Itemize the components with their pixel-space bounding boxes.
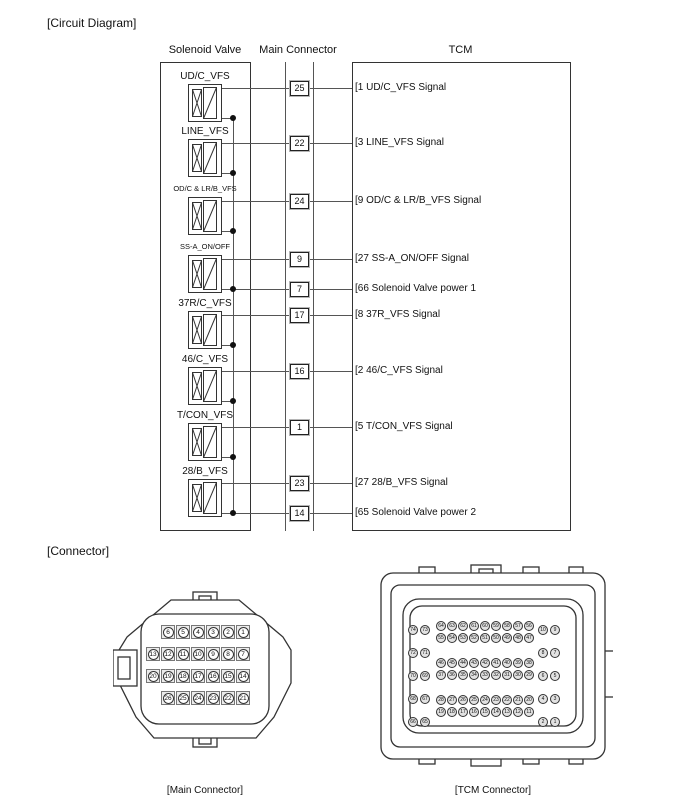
- connector-pin: 33: [480, 670, 490, 680]
- connector-pin: 45: [447, 658, 457, 668]
- connector-pin: 53: [458, 633, 468, 643]
- connector-pin: 49: [502, 633, 512, 643]
- connector-pin: [161, 691, 175, 705]
- connector-pin: [236, 669, 250, 683]
- solenoid-valve-symbol: [188, 84, 222, 122]
- connector-pin-number: 11: [178, 649, 189, 660]
- main-connector-pin-box: 23: [290, 476, 309, 491]
- connector-pin: 50: [491, 633, 501, 643]
- circuit-diagram-title: [Circuit Diagram]: [47, 16, 137, 30]
- connector-pin-number: 1: [238, 627, 249, 638]
- junction-dot: [230, 115, 236, 121]
- solenoid-label: 37R/C_VFS: [178, 298, 232, 309]
- connector-pin: 31: [502, 670, 512, 680]
- connector-pin: 19: [436, 707, 446, 717]
- connector-pin-number: 23: [209, 694, 217, 702]
- connector-pin: 11: [524, 707, 534, 717]
- connector-pin: 3: [550, 694, 560, 704]
- connector-pin: 55: [436, 633, 446, 643]
- connector-pin-number: 20: [149, 672, 157, 680]
- main-connector-pin-box: 16: [290, 364, 309, 379]
- connector-pin-number: 3: [208, 627, 219, 638]
- connector-pin: 62: [458, 621, 468, 631]
- main-connector-caption: [Main Connector]: [166, 785, 244, 796]
- connector-pin: [176, 625, 190, 639]
- connector-pin: 8: [538, 648, 548, 658]
- connector-pin: 73: [420, 625, 430, 635]
- connector-pin: 52: [469, 633, 479, 643]
- connector-pin: 65: [420, 717, 430, 727]
- connector-pin-number: 2: [223, 627, 234, 638]
- connector-pin: 61: [469, 621, 479, 631]
- connector-pin: 26: [458, 695, 468, 705]
- connector-pin: 66: [408, 717, 418, 727]
- connector-pin: 41: [491, 658, 501, 668]
- connector-pin: 70: [408, 671, 418, 681]
- solenoid-valve-symbol: [188, 255, 222, 293]
- connector-pin: [191, 647, 205, 661]
- connector-pin: 13: [502, 707, 512, 717]
- connector-pin: 59: [491, 621, 501, 631]
- connector-pin: 32: [491, 670, 501, 680]
- connector-pin: 72: [408, 648, 418, 658]
- tcm-signal-label: [8 37R_VFS Signal: [355, 309, 441, 320]
- connector-pin: [176, 669, 190, 683]
- connector-pin: 71: [420, 648, 430, 658]
- connector-pin-number: 10: [194, 650, 202, 658]
- connector-section-title: [Connector]: [47, 544, 110, 558]
- tcm-signal-label: [66 Solenoid Valve power 1: [355, 283, 477, 294]
- connector-pin: 14: [491, 707, 501, 717]
- solenoid-valve-symbol: [188, 311, 222, 349]
- connector-pin: 47: [524, 633, 534, 643]
- connector-pin-number: 21: [239, 694, 247, 702]
- connector-pin: 38: [524, 658, 534, 668]
- connector-pin: [221, 669, 235, 683]
- connector-pin: 39: [513, 658, 523, 668]
- connector-pin-number: 5: [178, 627, 189, 638]
- connector-pin: 51: [480, 633, 490, 643]
- solenoid-valve-symbol: [188, 367, 222, 405]
- tcm-signal-label: [3 LINE_VFS Signal: [355, 137, 444, 148]
- connector-pin: [161, 625, 175, 639]
- connector-pin: 36: [447, 670, 457, 680]
- connector-pin: 21: [513, 695, 523, 705]
- connector-pin: [206, 625, 220, 639]
- connector-pin: 42: [480, 658, 490, 668]
- connector-pin: 54: [447, 633, 457, 643]
- connector-pin: [206, 647, 220, 661]
- connector-pin: [191, 625, 205, 639]
- connector-pin: 15: [480, 707, 490, 717]
- connector-pin-number: 25: [179, 694, 187, 702]
- connector-pin: [206, 691, 220, 705]
- connector-pin: [221, 625, 235, 639]
- connector-pin: 18: [447, 707, 457, 717]
- connector-pin: [236, 647, 250, 661]
- connector-pin: 67: [420, 694, 430, 704]
- main-connector-pin-box: 24: [290, 194, 309, 209]
- connector-pin: 63: [447, 621, 457, 631]
- solenoid-label: UD/C_VFS: [180, 71, 230, 82]
- connector-pin: 40: [502, 658, 512, 668]
- junction-dot: [230, 398, 236, 404]
- connector-pin: 6: [538, 671, 548, 681]
- solenoid-valve-symbol: [188, 197, 222, 235]
- connector-pin: 43: [469, 658, 479, 668]
- main-connector-left-line: [285, 62, 286, 531]
- tcm-box: [352, 62, 571, 531]
- connector-pin: 44: [458, 658, 468, 668]
- main-connector-pin-box: 25: [290, 81, 309, 96]
- connector-pin: 28: [436, 695, 446, 705]
- signal-wire: [222, 427, 352, 428]
- signal-wire: [222, 483, 352, 484]
- connector-pin: 29: [524, 670, 534, 680]
- connector-pin: 58: [502, 621, 512, 631]
- connector-pin: 60: [480, 621, 490, 631]
- connector-pin: [236, 625, 250, 639]
- connector-pin-number: 17: [194, 672, 202, 680]
- connector-pin-number: 9: [208, 649, 219, 660]
- junction-dot: [230, 454, 236, 460]
- connector-pin: [161, 669, 175, 683]
- connector-pin: [191, 691, 205, 705]
- connector-pin: 74: [408, 625, 418, 635]
- connector-pin-number: 12: [164, 650, 172, 658]
- connector-pin: 9: [550, 625, 560, 635]
- connector-pin: [221, 647, 235, 661]
- junction-dot: [230, 228, 236, 234]
- connector-pin: 4: [538, 694, 548, 704]
- header-solenoid-valve: Solenoid Valve: [168, 44, 242, 56]
- connector-pin: 22: [502, 695, 512, 705]
- tcm-signal-label: [65 Solenoid Valve power 2: [355, 507, 477, 518]
- connector-pin: 27: [447, 695, 457, 705]
- connector-pin: 34: [469, 670, 479, 680]
- main-connector-pin-box: 9: [290, 252, 309, 267]
- junction-dot: [230, 510, 236, 516]
- signal-wire: [222, 259, 352, 260]
- connector-pin-number: 15: [224, 672, 232, 680]
- tcm-signal-label: [1 UD/C_VFS Signal: [355, 82, 447, 93]
- header-tcm: TCM: [448, 44, 473, 56]
- connector-pin: [191, 669, 205, 683]
- connector-pin-number: 19: [164, 672, 172, 680]
- connector-pin-number: 22: [224, 694, 232, 702]
- junction-dot: [230, 170, 236, 176]
- solenoid-label: OD/C & LR/B_VFS: [173, 184, 237, 193]
- junction-dot: [230, 286, 236, 292]
- tcm-signal-label: [5 T/CON_VFS Signal: [355, 421, 453, 432]
- signal-wire: [222, 371, 352, 372]
- connector-pin: 68: [408, 694, 418, 704]
- signal-wire: [222, 88, 352, 89]
- connector-pin: 24: [480, 695, 490, 705]
- connector-pin: [146, 647, 160, 661]
- solenoid-valve-symbol: [188, 139, 222, 177]
- connector-pin: 46: [436, 658, 446, 668]
- connector-pin: 69: [420, 671, 430, 681]
- solenoid-label: 28/B_VFS: [182, 466, 228, 477]
- connector-pin: [176, 647, 190, 661]
- connector-pin-number: 14: [239, 672, 247, 680]
- solenoid-valve-symbol: [188, 479, 222, 517]
- tcm-signal-label: [2 46/C_VFS Signal: [355, 365, 443, 376]
- signal-wire: [222, 201, 352, 202]
- connector-pin: [221, 691, 235, 705]
- connector-pin: 23: [491, 695, 501, 705]
- connector-pin: 12: [513, 707, 523, 717]
- tcm-signal-label: [9 OD/C & LR/B_VFS Signal: [355, 195, 482, 206]
- connector-pin: 64: [436, 621, 446, 631]
- solenoid-label: LINE_VFS: [181, 126, 229, 137]
- connector-pin: 1: [550, 717, 560, 727]
- connector-pin-number: 24: [194, 694, 202, 702]
- connector-pin: 10: [538, 625, 548, 635]
- main-connector-drawing: [113, 590, 297, 750]
- connector-pin: 37: [436, 670, 446, 680]
- main-connector-pin-box: 22: [290, 136, 309, 151]
- connector-pin: [206, 669, 220, 683]
- connector-pin: 7: [550, 648, 560, 658]
- main-connector-shell: [113, 590, 297, 750]
- connector-pin-number: 13: [149, 650, 157, 658]
- main-connector-right-line: [313, 62, 314, 531]
- solenoid-label: 46/C_VFS: [181, 354, 229, 365]
- connector-pin: 56: [524, 621, 534, 631]
- connector-pin: 25: [469, 695, 479, 705]
- connector-pin-number: 16: [209, 672, 217, 680]
- connector-pin: 20: [524, 695, 534, 705]
- connector-pin: [146, 669, 160, 683]
- connector-pin: 5: [550, 671, 560, 681]
- solenoid-label: SS-A_ON/OFF: [179, 242, 230, 251]
- connector-pin: 17: [458, 707, 468, 717]
- connector-pin: 35: [458, 670, 468, 680]
- connector-pin: 2: [538, 717, 548, 727]
- connector-pin: 57: [513, 621, 523, 631]
- main-connector-pin-box: 1: [290, 420, 309, 435]
- connector-pin-number: 18: [179, 672, 187, 680]
- connector-pin: 16: [469, 707, 479, 717]
- main-connector-pin-box: 7: [290, 282, 309, 297]
- connector-pin-number: 8: [223, 649, 234, 660]
- connector-pin-number: 4: [193, 627, 204, 638]
- connector-pin: 48: [513, 633, 523, 643]
- connector-pin: [161, 647, 175, 661]
- signal-wire: [222, 143, 352, 144]
- tcm-signal-label: [27 28/B_VFS Signal: [355, 477, 448, 488]
- junction-dot: [230, 342, 236, 348]
- main-connector-pin-box: 14: [290, 506, 309, 521]
- connector-pin: 30: [513, 670, 523, 680]
- header-main-connector: Main Connector: [259, 44, 337, 56]
- tcm-connector-caption: [TCM Connector]: [454, 785, 532, 796]
- connector-pin: [176, 691, 190, 705]
- signal-wire: [222, 315, 352, 316]
- connector-pin-number: 6: [163, 627, 174, 638]
- solenoid-label: T/CON_VFS: [176, 410, 234, 421]
- connector-pin: [236, 691, 250, 705]
- connector-pin-number: 26: [164, 694, 172, 702]
- connector-pin-number: 7: [238, 649, 249, 660]
- solenoid-valve-symbol: [188, 423, 222, 461]
- main-connector-pin-box: 17: [290, 308, 309, 323]
- tcm-signal-label: [27 SS-A_ON/OFF Signal: [355, 253, 469, 264]
